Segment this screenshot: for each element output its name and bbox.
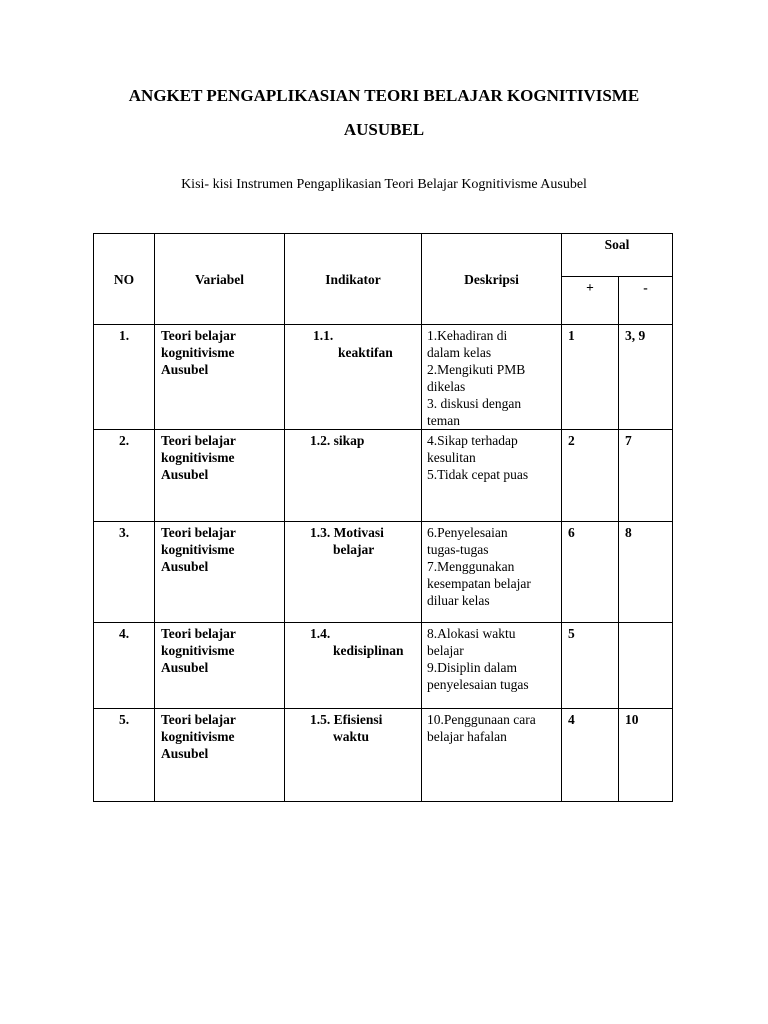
row-variabel: Teori belajar kognitivisme Ausubel: [155, 623, 285, 709]
table-row: [94, 709, 673, 802]
row-deskripsi: 10.Penggunaan cara belajar hafalan: [422, 709, 562, 802]
row-deskripsi: 6.Penyelesaian tugas-tugas 7.Menggunakan kesempatan belajar diluar kelas: [422, 522, 562, 623]
row-no: 1.: [94, 325, 155, 430]
table-row: [94, 430, 673, 522]
table-row: [94, 522, 673, 623]
row-variabel: Teori belajar kognitivisme Ausubel: [155, 430, 285, 522]
header-variabel: Variabel: [155, 234, 285, 325]
row-indikator: 1.1. keaktifan: [285, 325, 422, 430]
header-no: NO: [94, 234, 155, 325]
row-soal-minus: [619, 623, 673, 709]
row-deskripsi: 8.Alokasi waktu belajar 9.Disiplin dalam penyelesaian tugas: [422, 623, 562, 709]
row-soal-plus: 5: [562, 623, 619, 709]
table-row: [94, 325, 673, 430]
header-row: [94, 234, 673, 277]
document-subtitle: Kisi- kisi Instrumen Pengaplikasian Teori Belajar Kognitivisme Ausubel: [181, 177, 587, 192]
row-deskripsi: 4.Sikap terhadap kesulitan 5.Tidak cepat puas: [422, 430, 562, 522]
row-soal-plus: 6: [562, 522, 619, 623]
row-soal-plus: 2: [562, 430, 619, 522]
row-deskripsi: 1.Kehadiran di dalam kelas 2.Mengikuti PMB dikelas 3. diskusi dengan teman: [422, 325, 562, 430]
header-soal: Soal: [562, 234, 673, 277]
row-indikator: 1.5. Efisiensi waktu: [285, 709, 422, 802]
row-indikator: 1.2. sikap: [285, 430, 422, 522]
row-variabel: Teori belajar kognitivisme Ausubel: [155, 522, 285, 623]
row-no: 4.: [94, 623, 155, 709]
header-minus: -: [619, 277, 673, 325]
row-soal-minus: 10: [619, 709, 673, 802]
row-soal-minus: 7: [619, 430, 673, 522]
row-soal-minus: 3, 9: [619, 325, 673, 430]
row-variabel: Teori belajar kognitivisme Ausubel: [155, 325, 285, 430]
row-no: 3.: [94, 522, 155, 623]
row-soal-plus: 4: [562, 709, 619, 802]
document-title-line1: ANGKET PENGAPLIKASIAN TEORI BELAJAR KOGNITIVISME: [128, 86, 640, 105]
row-soal-minus: 8: [619, 522, 673, 623]
row-indikator: 1.4. kedisiplinan: [285, 623, 422, 709]
header-deskripsi: Deskripsi: [422, 234, 562, 325]
header-plus: +: [562, 277, 619, 325]
row-no: 2.: [94, 430, 155, 522]
kisi-kisi-table: [93, 233, 673, 802]
header-indikator: Indikator: [285, 234, 422, 325]
row-no: 5.: [94, 709, 155, 802]
row-variabel: Teori belajar kognitivisme Ausubel: [155, 709, 285, 802]
table-row: [94, 623, 673, 709]
row-soal-plus: 1: [562, 325, 619, 430]
document-title-line2: AUSUBEL: [343, 120, 425, 139]
row-indikator: 1.3. Motivasi belajar: [285, 522, 422, 623]
